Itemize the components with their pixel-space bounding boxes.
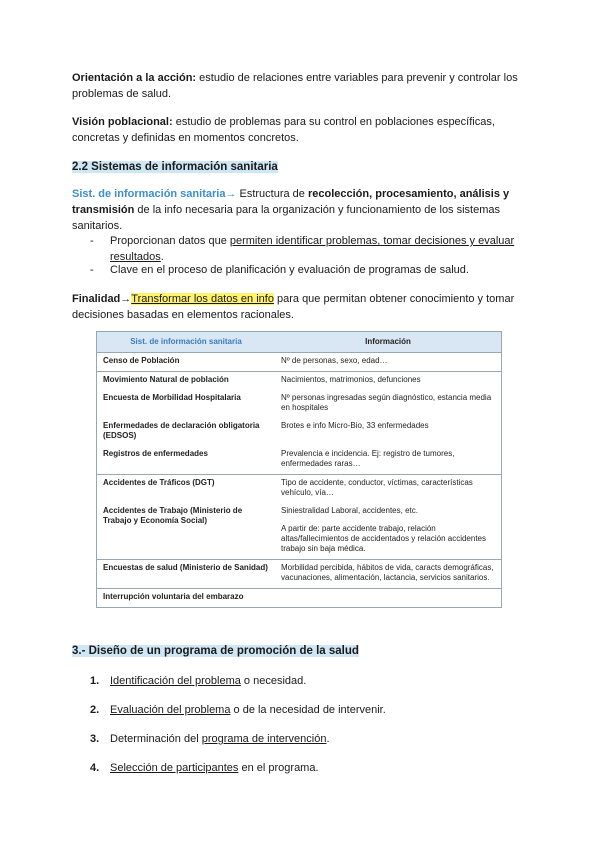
finalidad-paragraph	[72, 291, 524, 323]
orientacion-label: Orientación a la acción:	[72, 72, 197, 84]
table-header-row	[97, 332, 502, 353]
numbered-item-text	[110, 760, 319, 776]
numbered-item-underlined: programa de intervención	[201, 733, 327, 745]
table-cell-system: Interrupción voluntaria del embarazo	[97, 589, 276, 608]
orientacion-paragraph	[72, 70, 524, 102]
finalidad-text: para que permitan obtener conocimiento y tomar decisiones basadas en elementos racionales.	[72, 293, 515, 321]
table-row	[97, 372, 502, 391]
numbered-item-number: 2.	[90, 704, 100, 716]
table-header-system: Sist. de información sanitaria	[97, 332, 276, 353]
bullet-text-after: .	[160, 251, 164, 263]
table-cell-info: Prevalencia e incidencia. Ej: registro de tumores, enfermedades raras…	[281, 449, 455, 468]
info-systems-table	[96, 331, 502, 608]
table-cell-system: Enfermedades de declaración obligatoria (EDSOS)	[103, 421, 260, 440]
section-3-heading	[72, 643, 359, 659]
numbered-item-number: 1.	[90, 675, 100, 687]
table-cell-info	[275, 503, 502, 560]
info-systems-table-wrap	[96, 331, 502, 628]
sis-def-bold: recolección, procesamiento, análisis y transmisión	[72, 188, 510, 216]
bullet-text: Clave en el proceso de planificación y evaluación de programas de salud.	[110, 264, 469, 276]
table-cell-info	[275, 589, 502, 608]
sis-term: Sist. de información sanitaria→	[72, 188, 237, 200]
section-2-2-heading	[72, 159, 278, 175]
numbered-item-text	[110, 731, 330, 747]
bullet-text-underlined: permiten identificar problemas, tomar decisiones y evaluar resultados	[110, 235, 515, 263]
section-3-heading-text: 3.- Diseño de un programa de promoción de la salud	[72, 645, 359, 657]
numbered-item-underlined: Evaluación del problema	[110, 704, 231, 716]
vision-paragraph	[72, 114, 524, 146]
bullet-item	[90, 262, 530, 278]
vision-text: estudio de problemas para su control en poblaciones específicas, concretas y definidas en momentos concretos.	[72, 116, 495, 144]
table-cell-info: Brotes e info Micro-Bio, 33 enfermedades	[281, 421, 429, 430]
bullet-dash: -	[90, 264, 94, 276]
table-cell-info: Nacimientos, matrimonios, defunciones	[275, 372, 502, 391]
finalidad-highlight: Transformar los datos en info	[131, 293, 274, 305]
numbered-item-number: 3.	[90, 733, 100, 745]
numbered-item-after: o de la necesidad de intervenir.	[230, 704, 386, 716]
table-header-info: Información	[275, 332, 502, 353]
table-cell-system: Censo de Población	[97, 353, 276, 372]
table-cell-system: Movimiento Natural de población	[97, 372, 276, 391]
table-cell-system: Encuestas de salud (Ministerio de Sanidad)	[97, 560, 276, 589]
table-cell-system: Registros de enfermedades	[103, 449, 208, 458]
numbered-item-before: Determinación del	[110, 733, 202, 745]
numbered-item-text	[110, 702, 386, 718]
section-2-2-heading-text: 2.2 Sistemas de información sanitaria	[72, 161, 278, 173]
numbered-item-underlined: Identificación del problema	[110, 675, 241, 687]
sis-def-text-1: Estructura de	[236, 188, 308, 200]
numbered-item-number: 4.	[90, 762, 100, 774]
table-row	[97, 475, 502, 504]
numbered-item-after: .	[326, 733, 330, 745]
bullet-dash: -	[90, 235, 94, 247]
table-row	[97, 589, 502, 608]
table-cell-system: Accidentes de Tráficos (DGT)	[97, 475, 276, 504]
table-cell-info: Nº personas ingresadas según diagnóstico, estancia media en hospitales	[281, 393, 492, 412]
table-cell-system: Accidentes de Trabajo (Ministerio de Trabajo y Economía Social)	[103, 506, 243, 525]
table-cell-system: Encuesta de Morbilidad Hospitalaria	[103, 393, 241, 402]
table-row	[97, 503, 502, 560]
numbered-item-text	[110, 673, 306, 689]
orientacion-text: estudio de relaciones entre variables para prevenir y controlar los problemas de salud.	[72, 72, 518, 100]
table-row	[97, 390, 502, 418]
vision-label: Visión poblacional:	[72, 116, 173, 128]
table-cell-info: Tipo de accidente, conductor, víctimas, características vehículo, vía…	[275, 475, 502, 504]
table-cell-info-main: Siniestralidad Laboral, accidentes, etc.	[281, 506, 418, 515]
numbered-item-after: en el programa.	[238, 762, 319, 774]
finalidad-label: Finalidad→	[72, 293, 132, 305]
bullet-item	[90, 233, 530, 265]
sis-def-text-2: de la info necesaria para la organización y funcionamiento de los sistemas sanitarios.	[72, 204, 501, 232]
table-row	[97, 418, 502, 446]
table-row	[97, 446, 502, 475]
table-cell-info: Morbilidad percibida, hábitos de vida, caracts demográficas, vacunaciones, alimentación, lactancia, servicios sanitarios.	[275, 560, 502, 589]
numbered-item-underlined: Selección de participantes	[110, 762, 239, 774]
table-cell-info: Nº de personas, sexo, edad…	[275, 353, 502, 372]
table-row	[97, 353, 502, 372]
numbered-item-after: o necesidad.	[240, 675, 307, 687]
sis-definition-paragraph	[72, 186, 524, 234]
bullet-text-before: Proporcionan datos que	[110, 235, 230, 247]
table-row	[97, 560, 502, 589]
table-cell-info-extra: A partir de: parte accidente trabajo, relación altas/fallecimientos de accidentados y relación accidentes trabajo sin baja médica.	[281, 524, 487, 553]
bullet-text	[110, 233, 530, 265]
